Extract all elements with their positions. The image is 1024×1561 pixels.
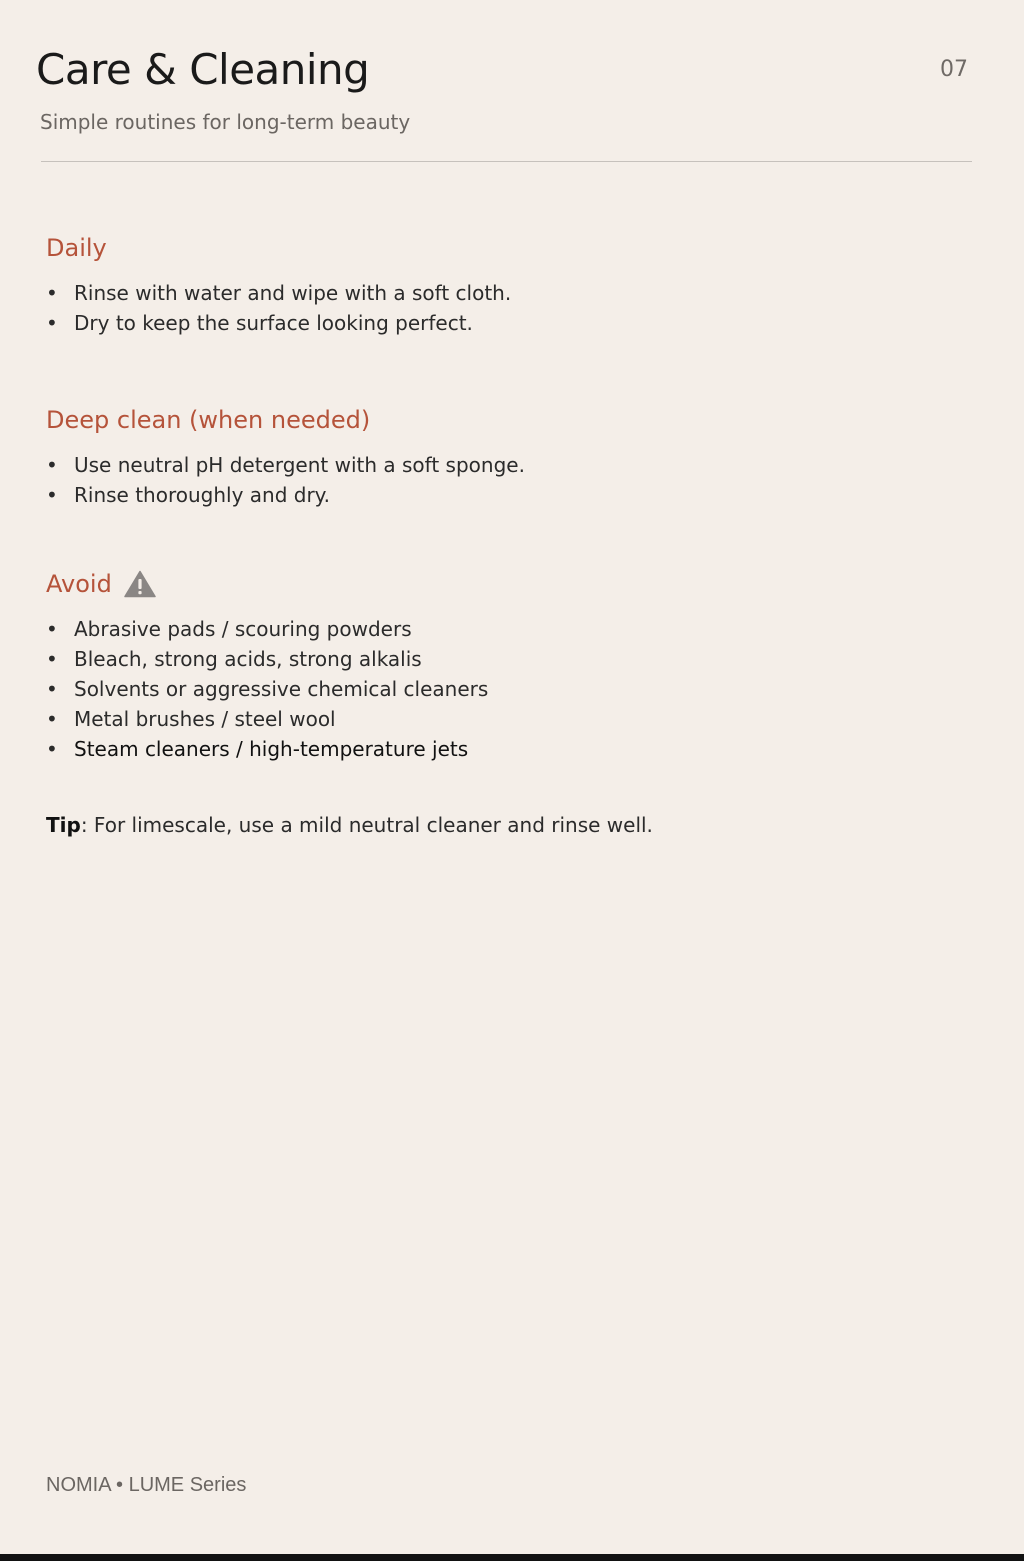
bullet: • <box>46 707 58 731</box>
section-heading-daily <box>46 232 946 264</box>
bullet: • <box>46 281 58 305</box>
bullet: • <box>46 647 58 671</box>
list-item-text: Rinse with water and wipe with a soft cloth. <box>74 281 512 305</box>
list-item-text: Rinse thoroughly and dry. <box>74 483 331 507</box>
warning-icon <box>124 570 156 598</box>
list-item-text: Dry to keep the surface looking perfect. <box>74 311 473 335</box>
list-item <box>46 614 946 644</box>
tip-label: Tip <box>46 813 81 837</box>
section-daily <box>46 232 946 338</box>
section-deep-clean <box>46 404 946 510</box>
daily-list <box>46 278 946 338</box>
bullet: • <box>46 737 58 761</box>
list-item <box>46 644 946 674</box>
page-subtitle: Simple routines for long-term beauty <box>40 110 411 134</box>
list-item-text: Abrasive pads / scouring powders <box>74 617 412 641</box>
list-item <box>46 450 946 480</box>
section-avoid <box>46 568 946 764</box>
list-item <box>46 480 946 510</box>
page-number: 07 <box>940 57 968 82</box>
bottom-bar <box>0 1554 1024 1561</box>
header-divider <box>41 161 972 162</box>
avoid-list <box>46 614 946 764</box>
list-item-text: Steam cleaners / high-temperature jets <box>74 737 469 761</box>
tip <box>46 810 946 840</box>
list-item <box>46 278 946 308</box>
tip-text: : For limescale, use a mild neutral cleaner and rinse well. <box>80 813 653 837</box>
list-item <box>46 674 946 704</box>
section-heading-avoid-text: Avoid <box>46 570 112 598</box>
bullet: • <box>46 677 58 701</box>
list-item <box>46 734 946 764</box>
section-heading-daily-text: Daily <box>46 234 107 262</box>
bullet: • <box>46 617 58 641</box>
list-item <box>46 308 946 338</box>
section-heading-deep-clean <box>46 404 946 436</box>
deep-clean-list <box>46 450 946 510</box>
list-item-text: Bleach, strong acids, strong alkalis <box>74 647 422 671</box>
list-item <box>46 704 946 734</box>
bullet: • <box>46 483 58 507</box>
bullet: • <box>46 311 58 335</box>
section-heading-avoid <box>46 568 946 600</box>
list-item-text: Solvents or aggressive chemical cleaners <box>74 677 489 701</box>
section-heading-deep-clean-text: Deep clean (when needed) <box>46 406 371 434</box>
page-title: Care & Cleaning <box>36 45 370 94</box>
bullet: • <box>46 453 58 477</box>
footer-brand: NOMIA • LUME Series <box>46 1474 247 1496</box>
list-item-text: Metal brushes / steel wool <box>74 707 336 731</box>
list-item-text: Use neutral pH detergent with a soft sponge. <box>74 453 525 477</box>
